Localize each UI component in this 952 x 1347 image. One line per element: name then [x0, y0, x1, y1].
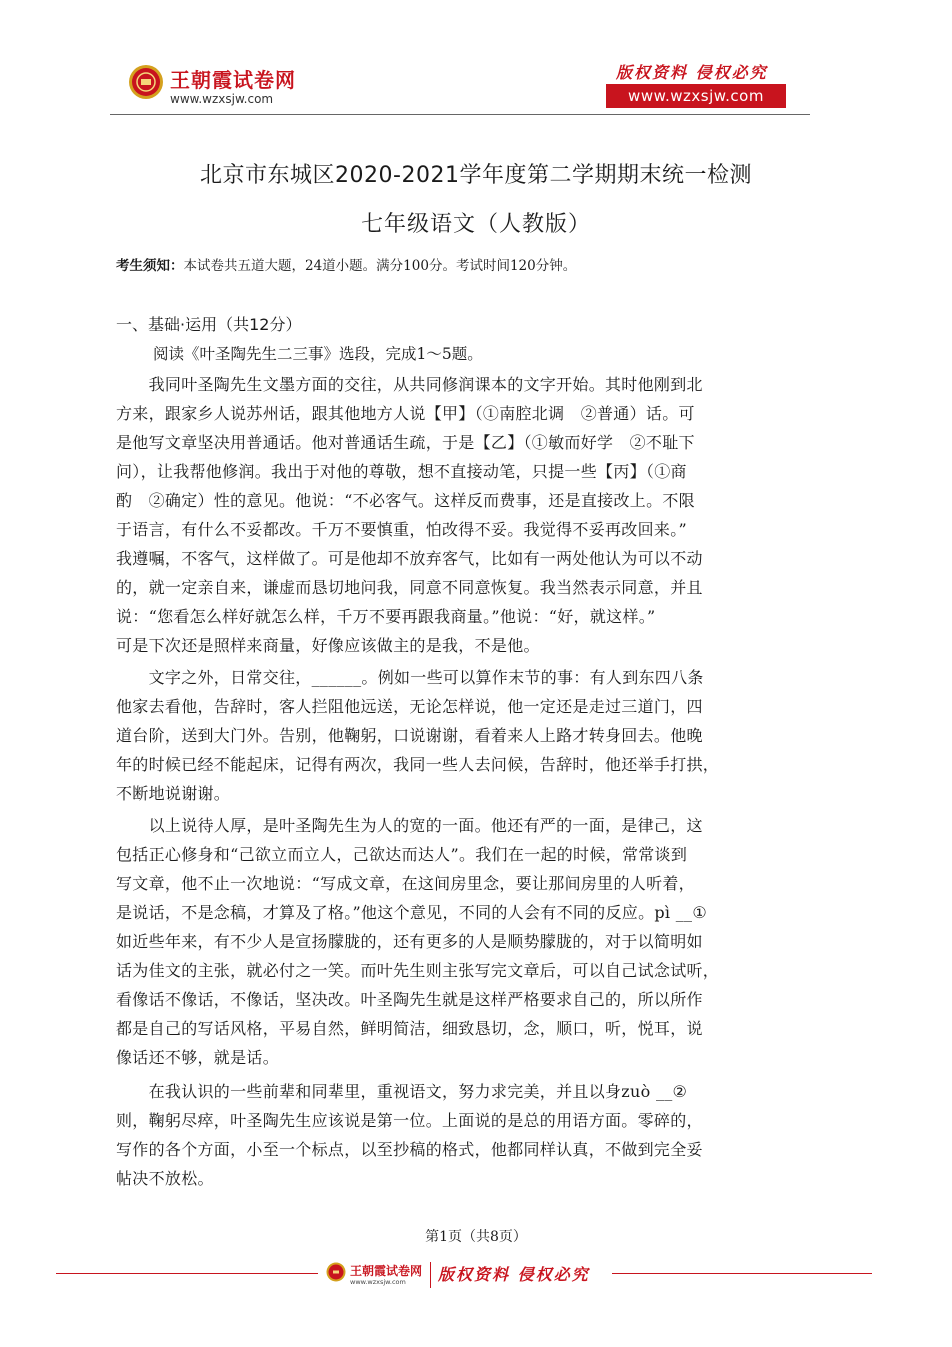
passage-line: 他家去看他，告辞时，客人拦阻他远送，无论怎样说，他一定还是走过三道门，四 — [116, 697, 703, 716]
passage-line: 酌 ②确定）性的意见。他说：“不必客气。这样反而费事，还是直接改上。不限 — [116, 491, 695, 510]
passage-line: 像话还不够，就是话。 — [116, 1048, 280, 1067]
header-url-box[interactable]: www.wzxsjw.com — [606, 84, 786, 108]
passage-line: 我同叶圣陶先生文墨方面的交往，从共同修润课本的文字开始。其时他刚到北 — [116, 375, 703, 394]
passage-line: 话为佳文的主张，就必付之一笑。而叶先生则主张写完文章后，可以自己试念试听， — [116, 961, 720, 980]
header-copyright: 版权资料 侵权必究 — [616, 63, 768, 82]
section-intro: 阅读《叶圣陶先生二三事》选段，完成1～5题。 — [153, 345, 483, 363]
notice-text: 本试卷共五道大题，24道小题。满分100分。考试时间120分钟。 — [183, 258, 577, 274]
passage-line: 是说话，不是念稿，才算及了格。”他这个意见，不同的人会有不同的反应。pì __① — [116, 903, 707, 922]
notice-label: 考生须知： — [116, 258, 184, 274]
passage-line: 可是下次还是照样来商量，好像应该做主的是我，不是他。 — [116, 636, 540, 655]
passage-line: 则，鞠躬尽瘁，叶圣陶先生应该说是第一位。上面说的是总的用语方面。零碎的， — [116, 1111, 703, 1130]
page-subtitle: 七年级语文（人教版） — [360, 212, 591, 237]
passage-line: 年的时候已经不能起床，记得有两次，我同一些人去问候，告辞时，他还举手打拱， — [116, 755, 720, 774]
passage-line: 道台阶，送到大门外。告别，他鞠躬，口说谢谢，看着来人上路才转身回去。他晚 — [116, 726, 703, 745]
passage-line: 看像话不像话，不像话，坚决改。叶圣陶先生就是这样严格要求自己的，所以所作 — [116, 990, 703, 1009]
header-brand: 王朝霞试卷网 — [170, 68, 296, 92]
passage-line: 方来，跟家乡人说苏州话，跟其他地方人说【甲】（①南腔北调 ②普通）话。可 — [116, 404, 695, 423]
passage-line: 问），让我帮他修润。我出于对他的尊敬，想不直接动笔，只提一些【丙】（①商 — [116, 462, 687, 481]
header-divider — [110, 114, 810, 115]
passage-line: 说：“您看怎么样好就怎么样，千万不要再跟我商量。”他说：“好，就这样。” — [116, 607, 656, 626]
passage-line: 都是自己的写话风格，平易自然，鲜明简洁，细致恳切，念，顺口，听，悦耳，说 — [116, 1019, 703, 1038]
footer-brand: 王朝霞试卷网 — [350, 1264, 423, 1278]
section-heading: 一、基础·运用（共12分） — [116, 315, 302, 334]
exam-notice — [116, 254, 576, 274]
footer-copyright: 版权资料 侵权必究 — [438, 1265, 590, 1284]
page-number: 第1页（共8页） — [425, 1229, 527, 1245]
passage-line: 我遵嘱，不客气，这样做了。可是他却不放弃客气，比如有一两处他认为可以不动 — [116, 549, 703, 568]
footer-seal-icon — [326, 1262, 346, 1282]
footer-separator — [430, 1262, 431, 1288]
passage-line: 在我认识的一些前辈和同辈里，重视语文，努力求完美，并且以身zuò __② — [116, 1082, 688, 1101]
passage-line: 包括正心修身和“己欲立而立人，己欲达而达人”。我们在一起的时候，常常谈到 — [116, 845, 688, 864]
passage-line: 于语言，有什么不妥都改。千万不要慎重，怕改得不妥。我觉得不妥再改回来。” — [116, 520, 687, 539]
passage-line: 是他写文章坚决用普通话。他对普通话生疏，于是【乙】（①敏而好学 ②不耻下 — [116, 433, 695, 452]
header-url[interactable]: www.wzxsjw.com — [170, 92, 274, 106]
footer-divider-left — [56, 1273, 318, 1274]
footer-url[interactable]: www.wzxsjw.com — [350, 1278, 406, 1286]
passage-line: 的，就一定亲自来，谦虚而恳切地问我，同意不同意恢复。我当然表示同意，并且 — [116, 578, 703, 597]
passage-line: 不断地说谢谢。 — [116, 784, 231, 803]
footer-divider-right — [612, 1273, 872, 1274]
page-title: 北京市东城区2020-2021学年度第二学期期末统一检测 — [200, 163, 752, 188]
brand-seal-icon — [128, 64, 164, 100]
passage-line: 以上说待人厚，是叶圣陶先生为人的宽的一面。他还有严的一面，是律己，这 — [116, 816, 703, 835]
passage-line: 文字之外，日常交往，______。例如一些可以算作末节的事：有人到东四八条 — [116, 668, 704, 687]
passage-line: 写文章，他不止一次地说：“写成文章，在这间房里念，要让那间房里的人听着， — [116, 874, 695, 893]
passage-line: 写作的各个方面，小至一个标点，以至抄稿的格式，他都同样认真，不做到完全妥 — [116, 1140, 703, 1159]
passage-line: 如近些年来，有不少人是宣扬朦胧的，还有更多的人是顺势朦胧的，对于以简明如 — [116, 932, 703, 951]
passage-line: 帖决不放松。 — [116, 1169, 214, 1188]
